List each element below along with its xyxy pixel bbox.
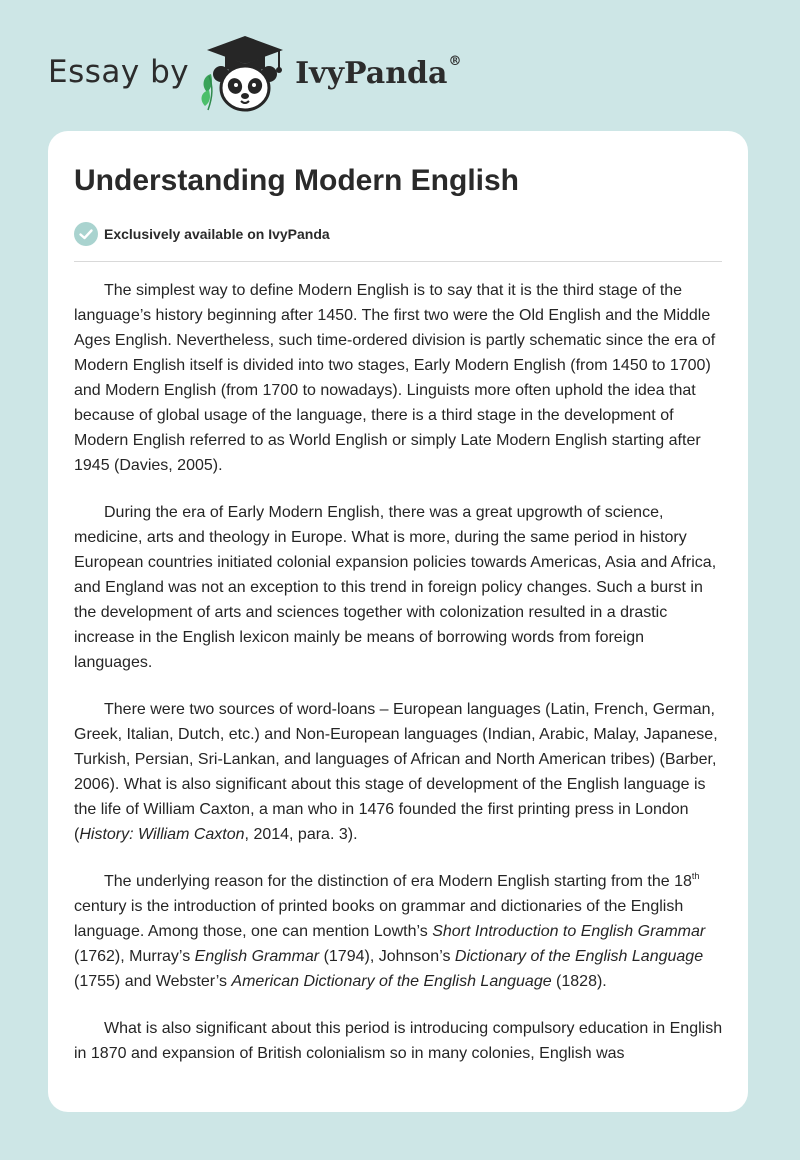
essay-paragraph [74,697,724,847]
check-circle-icon [74,222,98,246]
paragraph-text: (1755) and Webster’s [74,973,232,990]
paragraph-text: (1828). [551,973,607,990]
paragraph-text: century is the introduction of printed books on grammar and dictionaries of the English language. Among those, one can mention Lowth’s [74,898,684,940]
brand-prefix: Essay by [48,54,190,90]
exclusive-badge-text: Exclusively available on IvyPanda [104,226,330,242]
brand-name [295,54,461,91]
italic-title: Short Introduction to English Grammar [432,923,706,940]
divider [74,261,722,262]
essay-paragraph [74,1016,724,1066]
page-title: Understanding Modern English [74,164,520,197]
paragraph-text: There were two sources of word-loans – European languages (Latin, French, German, Greek, Italian, Dutch, etc.) and Non-European languages (Indian, Arabic, Malay, Japanese, Turkish, Persian, Sri-Lankan, and languages of African and North American tribes) (Barber, 2006). What is also significant about this stage of development of the English language is the life of William Caxton, a man who in 1476 founded the first printing press in London ( [74,701,718,843]
exclusive-badge [74,222,330,246]
italic-title: English Grammar [194,948,320,965]
superscript: th [691,871,700,881]
paragraph-text: The underlying reason for the distinction of era Modern English starting from the 18 [104,873,692,890]
panda-graduate-icon [199,30,291,114]
registered-mark: ® [448,53,462,69]
paragraph-text: During the era of Early Modern English, there was a great upgrowth of science, medicine, arts and theology in Europe. What is more, during the same period in history European countries initiated colonial expansion policies towards Americas, Asia and Africa, and England was not an exception to this trend in foreign policy changes. Such a burst in the development of arts and sciences together with colonization resulted in a drastic increase in the English lexicon mainly be means of borrowing words from foreign languages. [74,504,717,671]
essay-paragraph [74,500,724,675]
brand-name-text: IvyPanda [295,55,448,91]
paragraph-text: (1762), Murray’s [74,948,195,965]
essay-paragraph [74,869,724,994]
essay-body [74,278,724,1088]
italic-title: Dictionary of the English Language [454,948,704,965]
paragraph-text: (1794), Johnson’s [319,948,455,965]
italic-title: American Dictionary of the English Language [231,973,552,990]
essay-paragraph [74,278,724,478]
paragraph-text: What is also significant about this period is introducing compulsory education in English in 1870 and expansion of British colonialism so in many colonies, English was [74,1020,723,1062]
paragraph-text: The simplest way to define Modern English is to say that it is the third stage of the language’s history beginning after 1450. The first two were the Old English and the Middle Ages English. Nevertheless, such time-ordered division is partly schematic since the era of Modern English itself is divided into two stages, Early Modern English (from 1450 to 1700) and Modern English (from 1700 to nowadays). Linguists more often uphold the idea that because of global usage of the language, there is a third stage in the development of Modern English referred to as World English or simply Late Modern English starting after 1945 (Davies, 2005). [74,282,716,474]
italic-title: History: William Caxton [79,826,245,843]
brand-header [48,30,461,114]
paragraph-text: , 2014, para. 3). [244,826,358,843]
essay-card [48,131,748,1112]
